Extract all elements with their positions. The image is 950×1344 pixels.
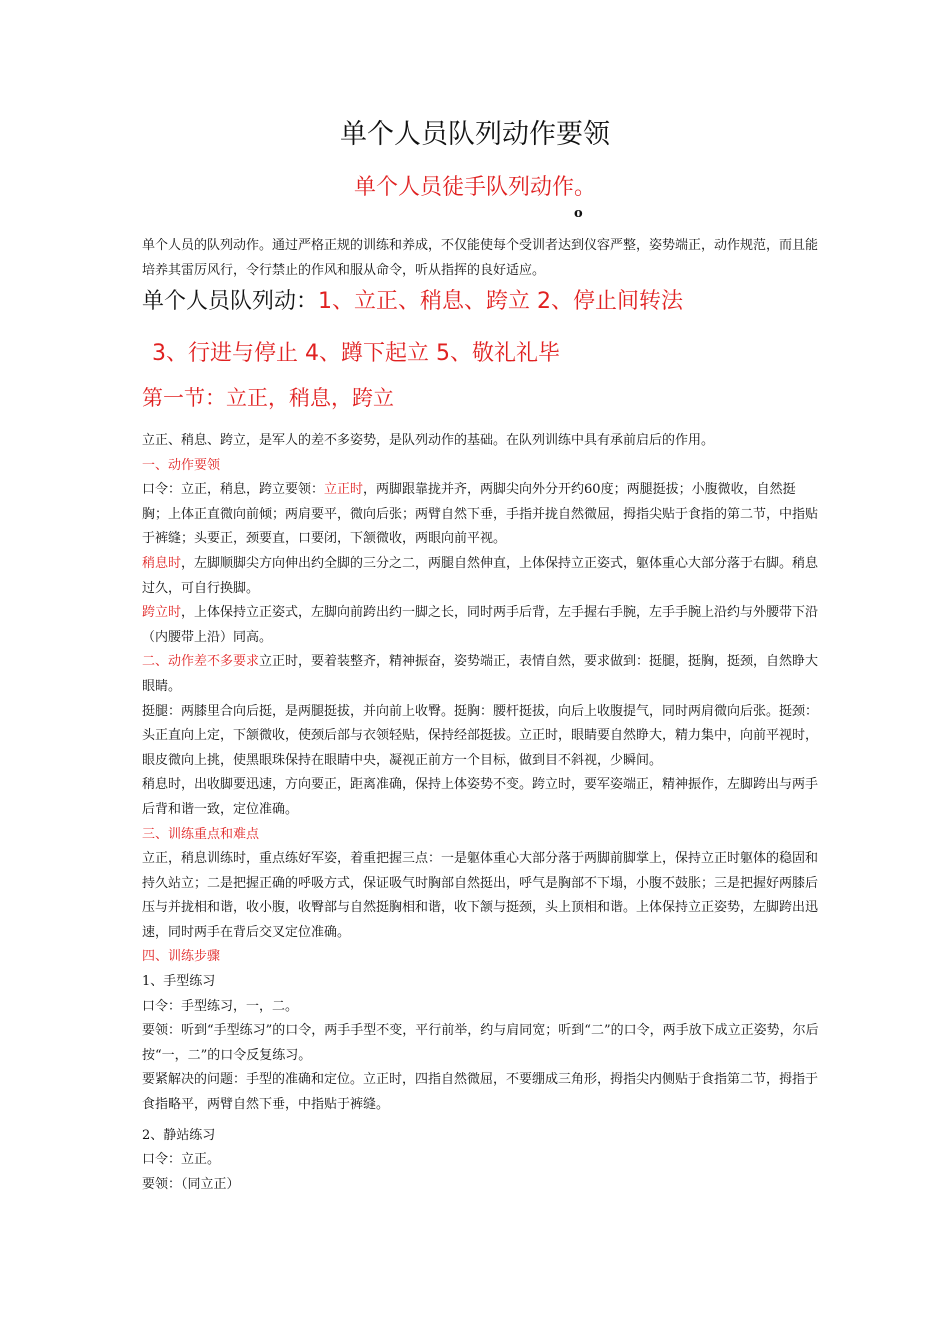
movements-list-2: 3、行进与停止 4、蹲下起立 5、敬礼礼毕 (152, 341, 560, 366)
step-1-problems: 要紧解决的问题：手型的准确和定位。立正时，四指自然微屈，不要绷成三角形，拇指尖内侧贴于食指第二节，拇指于食指略平，两臂自然下垂，中指贴于裤缝。 (142, 1072, 819, 1113)
step-1-title: 1、手型练习 (142, 974, 216, 990)
movements-line-1 (142, 284, 683, 315)
paragraph-at-ease (142, 552, 820, 601)
section-heading-1: 第一节：立正，稍息，跨立 (142, 386, 394, 410)
paragraph-overview: 立正、稍息、跨立，是军人的差不多姿势，是队列动作的基础。在队列训练中具有承前启后的作用。 (142, 433, 715, 448)
text: ，两脚跟靠拢并齐，两脚尖向外分开约60度；两腿挺拔；小腹微收，自然挺胸；上体正直微向前倾；两肩要平，微向后张；两臂自然下垂，手指并拢自然微屈，拇指尖贴于食指的第二节，中指贴于裤缝；头要正，颈要直，口要闭，下颔微收，两眼向前平视。 (142, 482, 819, 547)
heading-key-points: 三、训练重点和难点 (142, 826, 260, 842)
paragraph-key-points: 立正，稍息训练时，重点练好军姿，着重把握三点：一是躯体重心大部分落于两脚前脚掌上，保持立正时躯体的稳固和持久站立；二是把握正确的呼吸方式，保证吸气时胸部自然挺出，呼气是胸部不下塌，小腹不鼓胀；三是把握好两膝后压与并拢相和谐，收小腹，收臀部与自然挺胸相和谐，收下颔与挺颈，头上顶相和谐。上体保持立正姿势，左脚跨出迅速，同时两手在背后交叉定位准确。 (142, 851, 819, 940)
paragraph-posture-details: 挺腿：两膝里合向后挺，是两腿挺拔，并向前上收臀。挺胸：腰杆挺拔，向后上收腹提气，同时两肩微向后张。挺颈：头正直向上定，下颔微收，使颈后部与衣领轻贴，保持经部挺拔。立正时，眼睛要自然睁大，精力集中，向前平视时，眼皮微向上挑，使黑眼珠保持在眼睛中央，凝视正前方一个目标，做到目不斜视，少瞬间。 (142, 703, 819, 768)
highlight-parade-rest: 跨立时 (142, 605, 182, 621)
document-body (142, 429, 820, 1197)
step-2-title: 2、静站练习 (142, 1127, 216, 1143)
text: 立正时，要着装整齐，精神振奋，姿势端正，表情自然，要求做到：挺腿，挺胸，挺颈，自然睁大眼睛。 (142, 654, 819, 694)
heading-training-steps: 四、训练步骤 (142, 949, 221, 965)
heading-basic-requirements: 二、动作差不多要求 (142, 654, 260, 670)
highlight-attention: 立正时 (324, 482, 364, 498)
text: ，上体保持立正姿式，左脚向前跨出约一脚之长，同时两手后背，左手握右手腕，左手手腕上沿约与外腰带下沿（内腰带上沿）同高。 (142, 605, 819, 645)
step-1-essentials: 要领：听到“手型练习”的口令，两手手型不变，平行前举，约与肩同宽；听到“二”的口令，两手放下成立正姿势，尔后按“一，二”的口令反复练习。 (142, 1023, 819, 1063)
highlight-at-ease: 稍息时 (142, 555, 182, 571)
text: ，左脚顺脚尖方向伸出约全脚的三分之二，两腿自然伸直，上体保持立正姿式，躯体重心大部分落于右脚。稍息过久，可自行换脚。 (142, 555, 819, 596)
circle-mark: o (574, 206, 583, 221)
heading-action-essentials: 一、动作要领 (142, 457, 221, 473)
movements-label: 单个人员队列动： (142, 289, 319, 314)
paragraph-parade-rest (142, 601, 820, 650)
step-1-command: 口令：手型练习，一，二。 (142, 998, 299, 1014)
paragraph-attention (142, 478, 820, 552)
paragraph-basic-requirements (142, 650, 820, 699)
page-subtitle: 单个人员徒手队列动作。 (353, 175, 596, 200)
step-2-command: 口令：立正。 (142, 1152, 221, 1168)
step-2-essentials: 要领：（同立正） (142, 1176, 240, 1192)
paragraph-at-ease-requirements: 稍息时，出收脚要迅速，方向要正，距离准确，保持上体姿势不变。跨立时，要军姿端正，精神振作，左脚跨出与两手后背和谐一致，定位准确。 (142, 777, 819, 817)
text: 口令：立正，稍息，跨立要领： (142, 482, 325, 498)
movements-list-1: 1、立正、稍息、跨立 2、停止间转法 (318, 289, 684, 314)
page-title: 单个人员队列动作要领 (340, 119, 610, 150)
movements-line-2 (152, 336, 560, 367)
intro-paragraph: 单个人员的队列动作。通过严格正规的训练和养成，不仅能使每个受训者达到仪容严整，姿势端正，动作规范，而且能培养其雷厉风行，令行禁止的作风和服从命令，听从指挥的良好适应。 (142, 238, 819, 278)
